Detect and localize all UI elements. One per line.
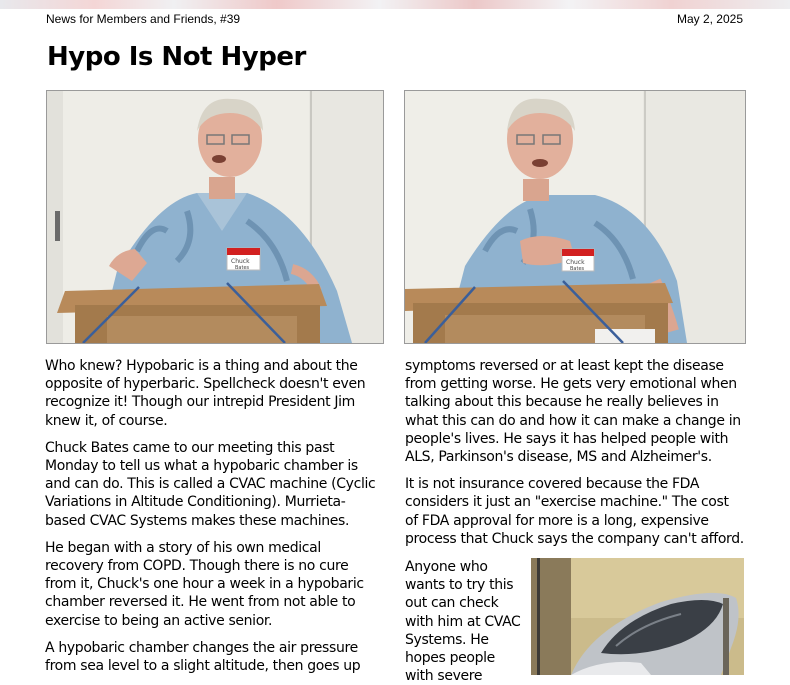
text-line: based CVAC Systems makes these machines. (45, 512, 350, 529)
text-line: Chuck Bates came to our meeting this past (45, 439, 335, 456)
text-line: Anyone who (405, 559, 488, 575)
paragraph (45, 357, 380, 430)
text-line: chamber reversed it. He went from not able to (45, 594, 356, 611)
speaker-photo-1-image (47, 91, 383, 343)
newsletter-issue: News for Members and Friends, #39 (46, 12, 241, 26)
text-line: from getting worse. He gets very emotional when (405, 376, 737, 393)
text-line: wants to try this (405, 577, 514, 594)
hypobaric-chamber-photo (531, 558, 744, 675)
issue-date: May 2, 2025 (676, 12, 743, 26)
paragraph (45, 639, 380, 675)
text-line: process that Chuck says the company can't afford. (405, 530, 744, 547)
hypobaric-chamber-image (531, 558, 744, 675)
text-line: with him at CVAC (405, 613, 521, 630)
text-line: talking about this because he really believes in (405, 394, 719, 411)
text-line: knew it, of course. (45, 412, 168, 429)
name-badge-text: Chuck (231, 258, 250, 265)
paragraph (45, 539, 380, 630)
text-line: symptoms reversed or at least kept the disease (405, 358, 724, 374)
text-line: out can check (405, 595, 499, 612)
text-line: from it, Chuck's one hour a week in a hypobaric (45, 576, 364, 593)
name-badge-text-2: Bates (235, 265, 250, 271)
article-column-right (405, 357, 750, 557)
name-badge-text: Chuck (566, 259, 585, 266)
speaker-photo-2-image (405, 91, 745, 343)
paragraph (405, 357, 750, 466)
speaker-photo-1 (46, 90, 384, 344)
text-line: of FDA approval for more is a long, expensive (405, 512, 709, 529)
text-line: from sea level to a slight altitude, then goes up (45, 658, 361, 675)
paragraph (405, 475, 750, 548)
text-line: opposite of hyperbaric. Spellcheck doesn't even (45, 376, 366, 393)
text-line: Systems. He (405, 631, 489, 648)
article-title: Hypo Is Not Hyper (47, 42, 306, 72)
name-badge-text-2: Bates (570, 266, 585, 272)
text-line: He began with a story of his own medical (45, 539, 321, 556)
article-column-left (45, 357, 380, 684)
text-line: It is not insurance covered because the FDA (405, 476, 700, 493)
text-line: exercise to being an active senior. (45, 612, 273, 629)
text-line: what this can do and how it can make a change in (405, 412, 741, 429)
article-column-narrow (405, 558, 530, 685)
speaker-photo-2 (404, 90, 746, 344)
text-line: with severe (405, 668, 483, 685)
text-line: Variations in Altitude Conditioning). Murrieta- (45, 494, 346, 511)
text-line: recovery from COPD. Though there is no cure (45, 558, 349, 575)
header-flag-strip (0, 0, 790, 9)
text-line: Who knew? Hypobaric is a thing and about the (45, 358, 358, 374)
text-line: people's lives. He says it has helped people with (405, 430, 729, 447)
text-line: considers it just an "exercise machine." The cost (405, 494, 729, 511)
text-line: recognize it! Though our intrepid President Jim (45, 394, 355, 411)
text-line: ALS, Parkinson's disease, MS and Alzheimer's. (405, 449, 712, 466)
text-line: hopes people (405, 650, 495, 667)
paragraph (45, 439, 380, 530)
text-line: Monday to tell us what a hypobaric chamber is (45, 458, 358, 475)
text-line: A hypobaric chamber changes the air pressure (45, 639, 358, 656)
text-line: and can do. This is called a CVAC machine (Cyclic (45, 476, 376, 493)
